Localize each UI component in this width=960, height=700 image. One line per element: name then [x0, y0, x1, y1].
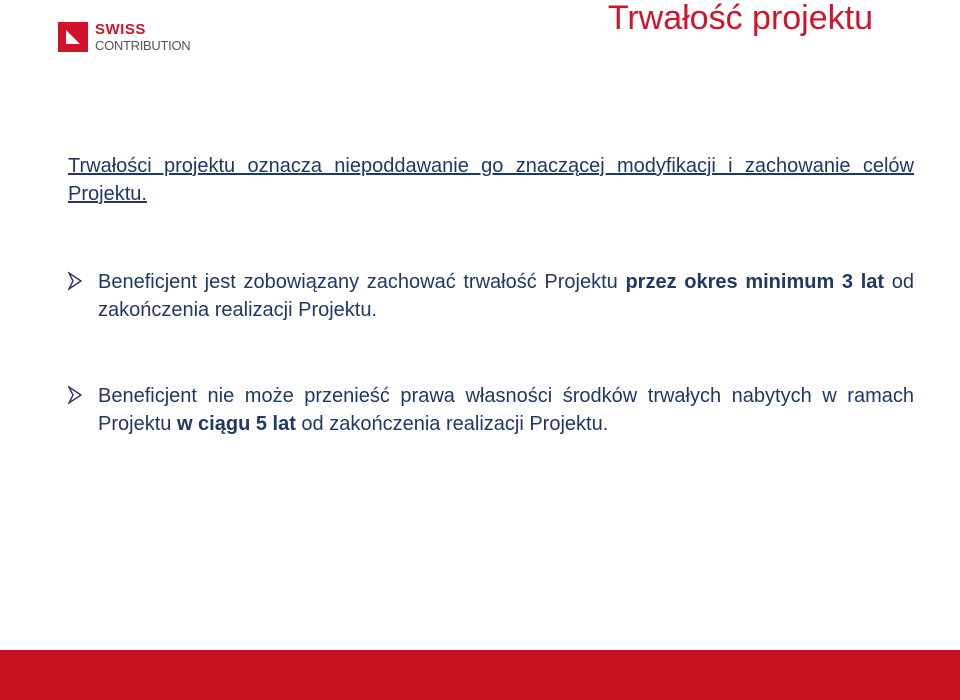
bullet-text	[98, 268, 914, 324]
bullet-item	[68, 382, 914, 438]
swiss-logo-mark-icon	[58, 22, 88, 52]
slide-title: Trwałość projektu	[607, 0, 873, 37]
bullet-item	[68, 268, 914, 324]
bullet-text-regular: Beneficjent jest zobowiązany zachować trwałość Projektu	[98, 271, 626, 293]
bullet-text-regular-end: od zakończenia realizacji Projektu.	[295, 413, 609, 435]
arrow-bullet-icon	[68, 271, 82, 291]
logo-text-contribution: CONTRIBUTION	[95, 38, 191, 53]
footer-bar	[0, 650, 960, 700]
intro-paragraph: Trwałości projektu oznacza niepoddawanie go znaczącej modyfikacji i zachowanie celów Projektu.	[68, 155, 914, 205]
bullet-text-bold: w ciągu 5 lat	[176, 413, 296, 435]
bullet-text-bold: przez okres minimum 3 lat	[625, 271, 885, 293]
bullet-text-regular: Beneficjent nie może przenieść prawa własności środków trwałych nabytych w ramach Projektu	[98, 385, 914, 435]
bullet-text	[98, 382, 914, 438]
logo-text-swiss: SWISS	[95, 21, 146, 38]
bullet-text-regular-end: od zakończenia realizacji Projektu.	[98, 271, 914, 321]
arrow-bullet-icon	[68, 385, 82, 405]
swiss-contribution-logo	[58, 22, 228, 58]
